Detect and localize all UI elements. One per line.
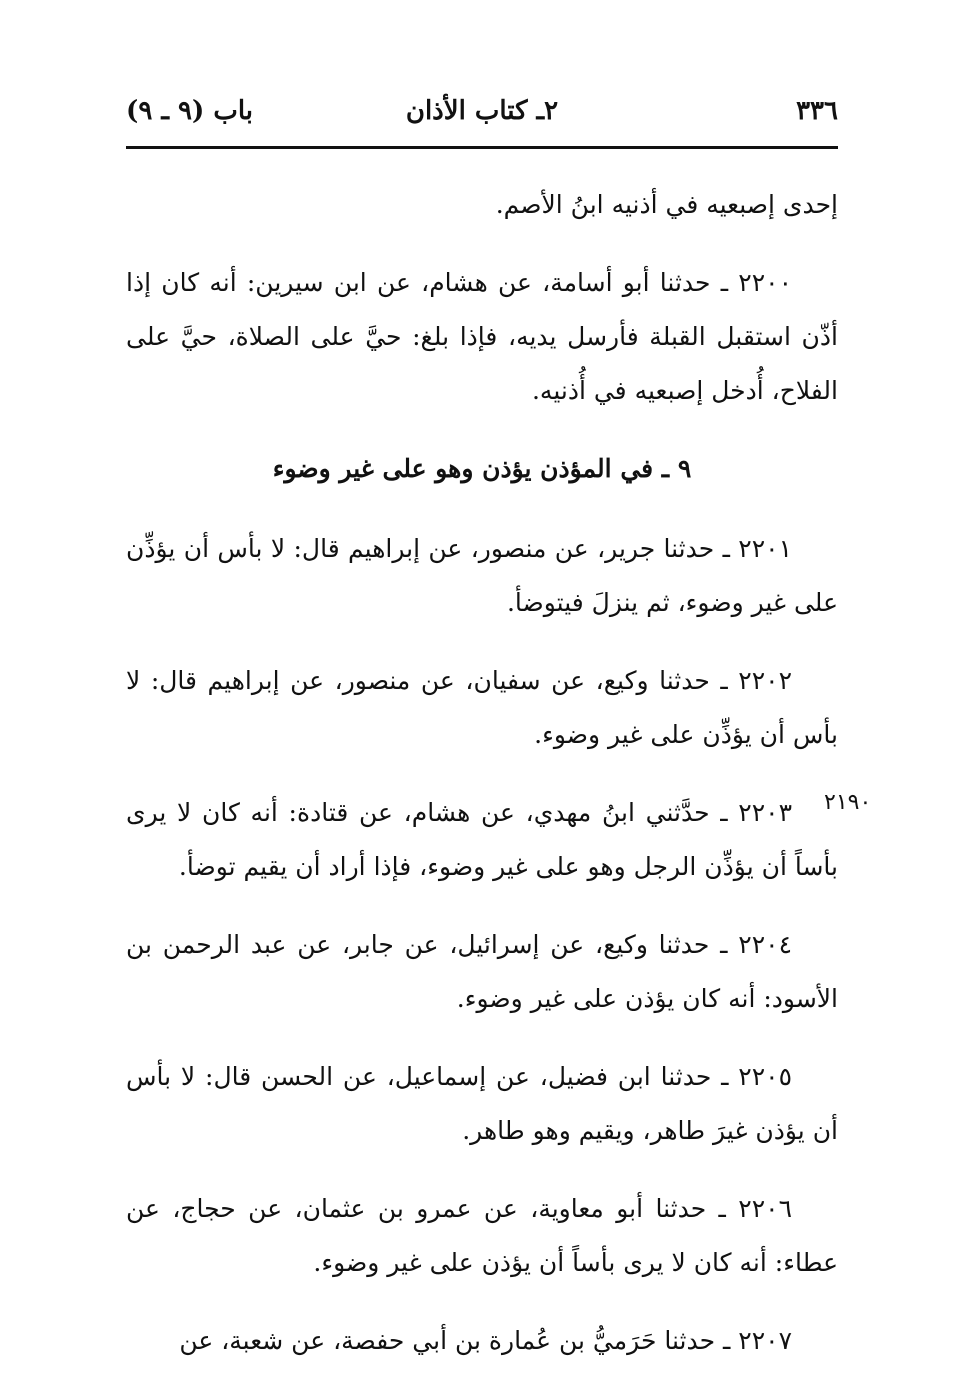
page-header	[126, 96, 838, 140]
continuation-text: إحدى إصبعيه في أذنيه ابنُ الأصم.	[495, 190, 838, 219]
section-heading: ٩ ـ في المؤذن يؤذن وهو على غير وضوء	[272, 454, 692, 483]
hadith-2205: ٢٢٠٥ ـ حدثنا ابن فضيل، عن إسماعيل، عن الحسن قال: لا بأس أن يؤذن غيرَ طاهر، ويقيم وهو طاهر.	[126, 1062, 838, 1145]
header-divider	[126, 146, 838, 149]
margin-cross-reference: ٢١٩٠	[824, 790, 872, 815]
hadith-2202: ٢٢٠٢ ـ حدثنا وكيع، عن سفيان، عن منصور، عن إبراهيم قال: لا بأس أن يؤذِّن على غير وضوء.	[126, 666, 838, 749]
book-title: ٢ـ كتاب الأذان	[405, 96, 559, 126]
hadith-2200: ٢٢٠٠ ـ حدثنا أبو أسامة، عن هشام، عن ابن سيرين: أنه كان إذا أذّن استقبل القبلة فأرسل يديه، فإذا بلغ: حيَّ على الصلاة، حيَّ على الفلاح، أُدخل إصبعيه في أُذنيه.	[126, 268, 838, 405]
hadith-2201: ٢٢٠١ ـ حدثنا جرير، عن منصور، عن إبراهيم قال: لا بأس أن يؤذِّن على غير وضوء، ثم ينزلَ فيتوضأ.	[126, 534, 838, 617]
hadith-2204: ٢٢٠٤ ـ حدثنا وكيع، عن إسرائيل، عن جابر، عن عبد الرحمن بن الأسود: أنه كان يؤذن على غير وضوء.	[126, 930, 838, 1013]
hadith-2206: ٢٢٠٦ ـ حدثنا أبو معاوية، عن عمرو بن عثمان، عن حجاج، عن عطاء: أنه كان لا يرى بأساً أن يؤذن على غير وضوء.	[126, 1194, 838, 1277]
hadith-2207: ٢٢٠٧ ـ حدثنا حَرَميُّ بن عُمارة بن أبي حفصة، عن شعبة، عن	[179, 1326, 792, 1355]
chapter-reference: باب (٩ ـ ٩)	[126, 96, 253, 126]
hadith-2203: ٢٢٠٣ ـ حدَّثني ابنُ مهدي، عن هشام، عن قتادة: أنه كان لا يرى بأساً أن يؤذِّن الرجل وهو على غير وضوء، فإذا أراد أن يقيم توضأ.	[126, 798, 838, 881]
page-number: ٣٣٦	[796, 96, 838, 126]
page-body	[126, 178, 838, 1392]
